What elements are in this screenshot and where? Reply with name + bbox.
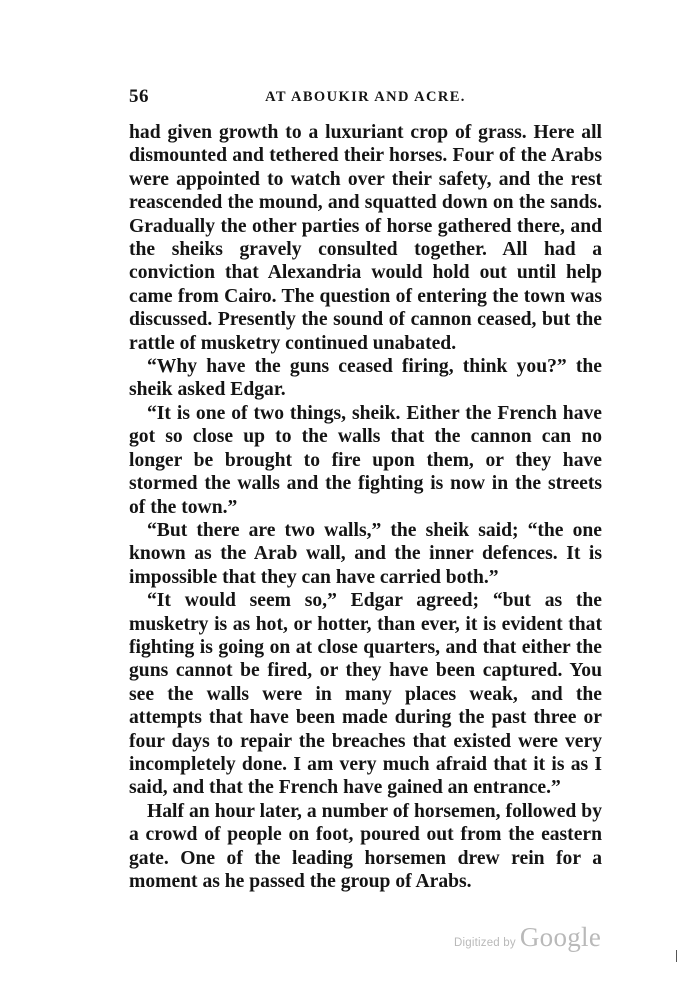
paragraph: “It is one of two things, sheik. Either the French have got so close up to the walls that the cannon can no longer be brought to fire upon them, or they have stormed the walls and the fighting is now in the streets of the town.” [129, 402, 602, 518]
page-number: 56 [129, 86, 149, 107]
paragraph-continued: had given growth to a luxuriant crop of grass. Here all dismounted and tethered their horses. Four of the Arabs were appointed to watch over their safety, and the rest reascended the mound, and squatted down on the sands. Gradually the other parties of horse gathered there, and the sheiks gravely consulted together. All had a conviction that Alexandria would hold out until help came from Cairo. The question of entering the town was discussed. Presently the sound of cannon ceased, but the rattle of musketry continued unabated. [129, 122, 602, 354]
paragraph: Half an hour later, a number of horsemen, followed by a crowd of people on foot, poured out from the eastern gate. One of the leading horsemen drew rein for a moment as he passed the group of Arabs. [129, 800, 602, 892]
page-body [129, 121, 602, 893]
watermark-prefix: Digitized by [454, 937, 516, 949]
paragraph: “It would seem so,” Edgar agreed; “but as the musketry is as hot, or hotter, than ever, it is evident that fighting is going on at close quarters, and that either the guns cannot be fired, or they have been captured. You see the walls were in many places weak, and the attempts that have been made during the past three or four days to repair the breaches that existed were very incompletely done. I am very much afraid that it is as I said, and that the French have gained an entrance.” [129, 590, 602, 799]
digitized-watermark [454, 922, 614, 958]
google-logo: Google [519, 922, 602, 952]
running-header [129, 86, 602, 110]
paragraph: “But there are two walls,” the sheik said; “the one known as the Arab wall, and the inner defences. It is impossible that they can have carried both.” [129, 519, 602, 588]
running-title: AT ABOUKIR AND ACRE. [265, 89, 466, 105]
scan-edge-mark [676, 950, 677, 962]
paragraph: “Why have the guns ceased firing, think you?” the sheik asked Edgar. [129, 356, 602, 401]
